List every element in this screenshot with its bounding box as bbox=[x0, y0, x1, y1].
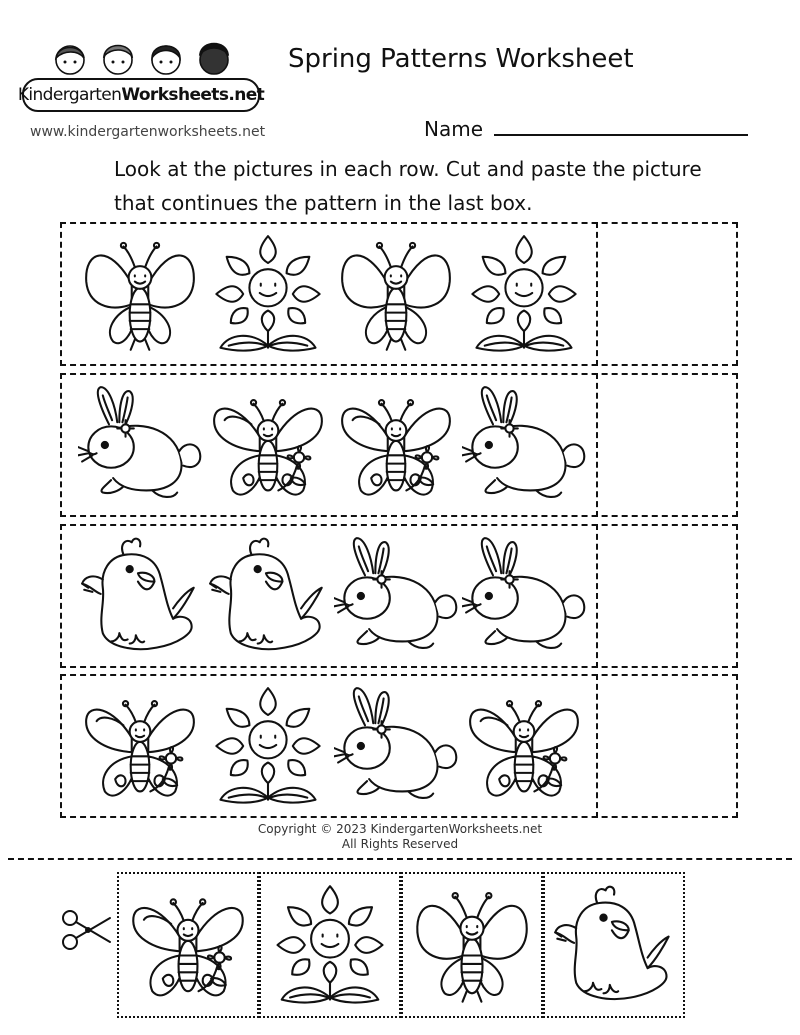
answer-box[interactable] bbox=[596, 373, 738, 517]
logo-text: KindergartenWorksheets.net bbox=[17, 85, 265, 105]
bunny-picture bbox=[334, 684, 458, 808]
name-label: Name bbox=[424, 117, 484, 141]
answer-box[interactable] bbox=[596, 674, 738, 818]
rights-text: All Rights Reserved bbox=[341, 837, 459, 851]
flower-cutout-picture[interactable] bbox=[267, 882, 393, 1008]
bunny-picture bbox=[462, 534, 586, 658]
scissors-icon bbox=[60, 908, 112, 952]
logo-banner bbox=[17, 78, 265, 112]
butterfly-with-flower-picture bbox=[78, 684, 202, 808]
bunny-picture bbox=[334, 534, 458, 658]
site-url: www.kindergartenworksheets.net bbox=[30, 124, 266, 140]
site-logo bbox=[17, 36, 265, 124]
butterfly-with-flower-picture bbox=[334, 383, 458, 507]
answer-box[interactable] bbox=[596, 222, 738, 366]
butterfly-with-flower-cutout-picture[interactable] bbox=[125, 882, 251, 1008]
kids-illustration bbox=[40, 36, 240, 82]
bunny-picture bbox=[462, 383, 586, 507]
instructions-line-2: that continues the pattern in the last box. bbox=[114, 191, 533, 215]
cut-line bbox=[8, 858, 792, 860]
chick-picture bbox=[206, 534, 330, 658]
name-field-line[interactable] bbox=[494, 134, 748, 136]
butterfly-picture bbox=[334, 232, 458, 356]
chick-cutout-picture[interactable] bbox=[551, 882, 677, 1008]
answer-box[interactable] bbox=[596, 524, 738, 668]
flower-picture bbox=[206, 232, 330, 356]
chick-picture bbox=[78, 534, 202, 658]
copyright-text: Copyright © 2023 KindergartenWorksheets.net bbox=[257, 822, 543, 836]
butterfly-cutout-picture[interactable] bbox=[409, 882, 535, 1008]
instructions-line-1: Look at the pictures in each row. Cut and paste the picture bbox=[114, 157, 702, 181]
butterfly-with-flower-picture bbox=[206, 383, 330, 507]
butterfly-picture bbox=[78, 232, 202, 356]
copyright bbox=[0, 822, 800, 852]
butterfly-with-flower-picture bbox=[462, 684, 586, 808]
bunny-picture bbox=[78, 383, 202, 507]
flower-picture bbox=[206, 684, 330, 808]
page-title: Spring Patterns Worksheet bbox=[288, 44, 634, 74]
flower-picture bbox=[462, 232, 586, 356]
